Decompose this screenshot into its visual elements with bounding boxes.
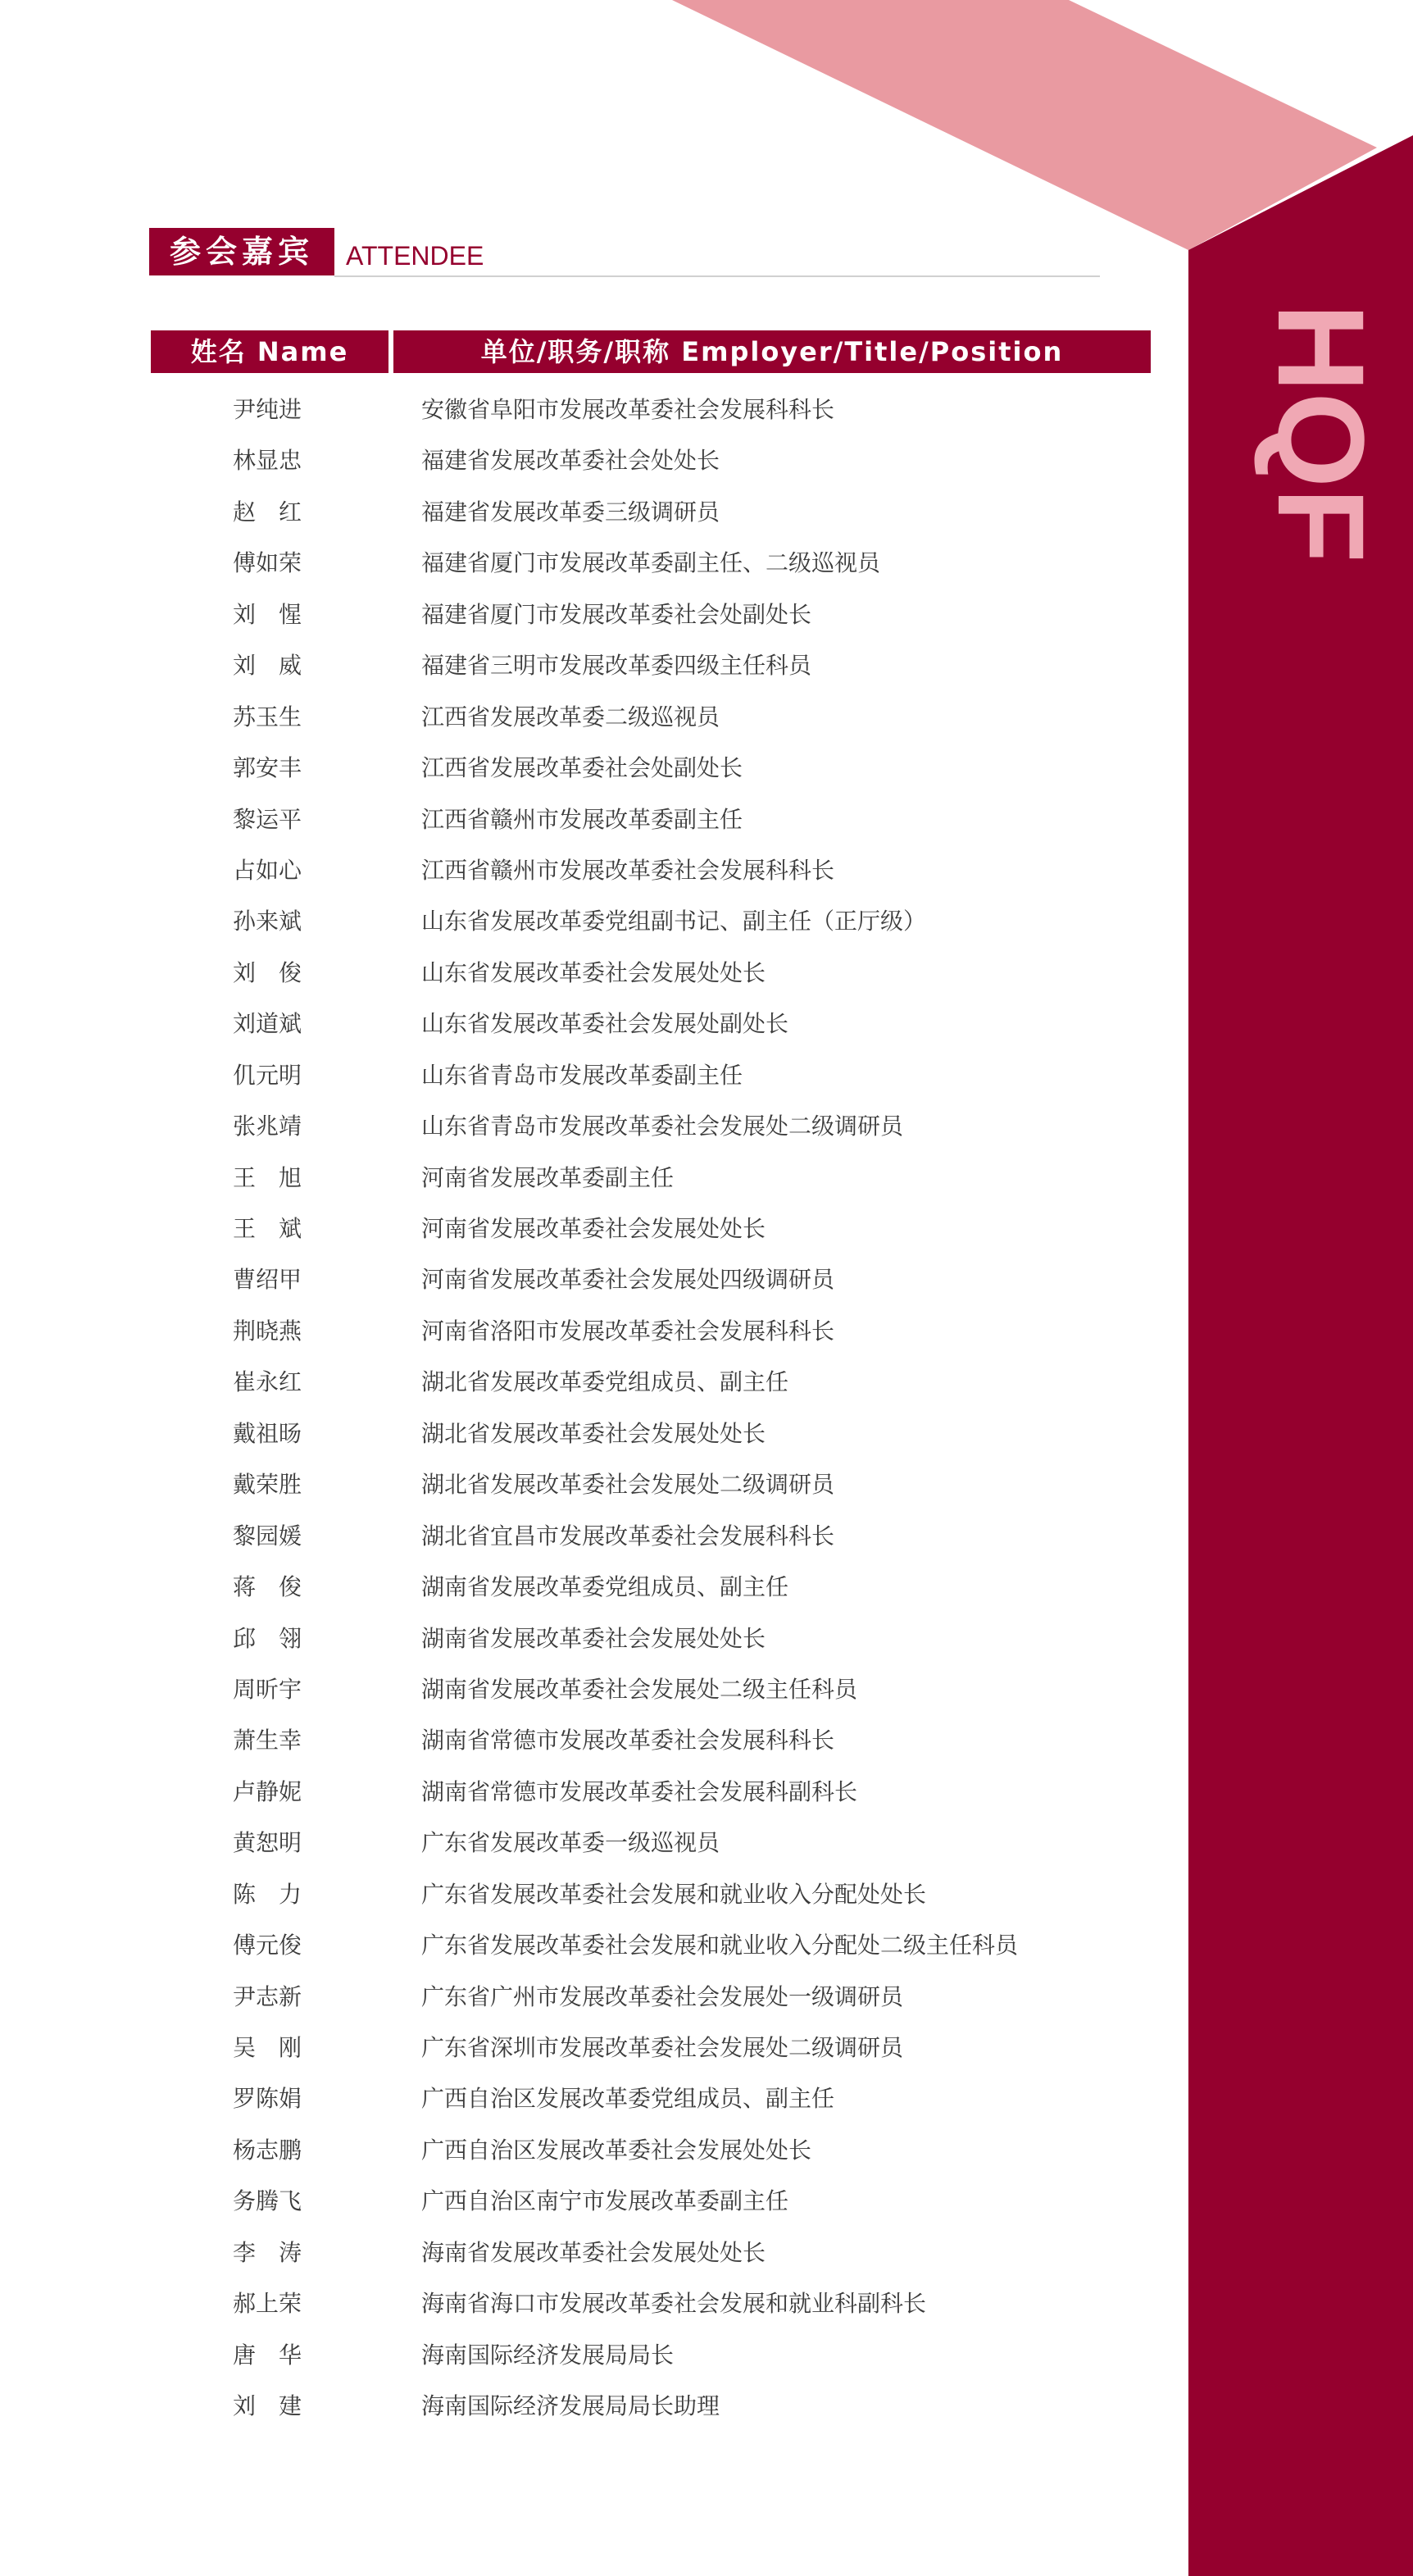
attendee-row [151,1818,1134,1868]
attendee-row [151,845,1134,896]
attendee-name: 蒋 俊 [233,1573,302,1601]
attendee-position: 安徽省阜阳市发展改革委社会发展科科长 [421,396,835,423]
attendee-name: 刘 威 [233,652,302,680]
attendee-name: 刘 惺 [233,600,302,628]
attendee-row [151,1254,1134,1305]
attendee-row [151,1767,1134,1818]
attendee-row [151,589,1134,640]
section-title-en: ATTENDEE [346,241,484,271]
attendee-row [151,385,1134,435]
attendee-position: 湖北省宜昌市发展改革委社会发展科科长 [421,1522,835,1550]
attendee-position: 海南省发展改革委社会发展处处长 [421,2238,766,2266]
attendee-position: 福建省发展改革委三级调研员 [421,498,720,526]
attendee-name: 王 斌 [233,1215,302,1242]
attendee-name: 黎园媛 [233,1522,302,1550]
attendee-name: 黄恕明 [233,1829,302,1857]
attendee-position: 湖南省常德市发展改革委社会发展科科长 [421,1727,835,1755]
attendee-position: 湖北省发展改革委社会发展处二级调研员 [421,1471,835,1499]
attendee-name: 仉元明 [233,1061,302,1089]
attendee-position: 江西省发展改革委二级巡视员 [421,703,720,730]
attendee-name: 占如心 [233,856,302,884]
attendee-position: 福建省三明市发展改革委四级主任科员 [421,652,812,680]
attendee-name: 曹绍甲 [233,1266,302,1294]
attendee-row [151,794,1134,845]
attendee-name: 崔永红 [233,1368,302,1396]
column-header-position: 单位/职务/职称 Employer/Title/Position [393,330,1151,373]
attendee-position: 广东省深圳市发展改革委社会发展处二级调研员 [421,2034,904,2061]
attendee-name: 傅如荣 [233,549,302,577]
attendee-name: 吴 刚 [233,2034,302,2061]
attendee-position: 河南省发展改革委社会发展处处长 [421,1215,766,1242]
attendee-row [151,1613,1134,1664]
attendee-row [151,896,1134,947]
attendee-name: 卢静妮 [233,1777,302,1805]
attendee-position: 河南省发展改革委副主任 [421,1163,675,1191]
attendee-position: 福建省发展改革委社会处处长 [421,447,720,475]
attendee-name: 黎运平 [233,805,302,833]
section-title-cn: 参会嘉宾 [149,228,334,275]
attendee-position: 湖南省发展改革委党组成员、副主任 [421,1573,789,1601]
attendee-position: 山东省发展改革委社会发展处副处长 [421,1010,789,1038]
attendee-row [151,2176,1134,2227]
attendee-name: 戴祖旸 [233,1419,302,1447]
attendee-position: 江西省赣州市发展改革委社会发展科科长 [421,856,835,884]
section-divider [334,275,1100,277]
attendee-name: 杨志鹏 [233,2136,302,2164]
attendee-row [151,1050,1134,1101]
attendee-name: 郭安丰 [233,754,302,782]
attendee-row [151,2381,1134,2432]
attendee-name: 王 旭 [233,1163,302,1191]
attendee-position: 江西省发展改革委社会处副处长 [421,754,743,782]
attendee-name: 萧生幸 [233,1727,302,1755]
svg-text:HQF: HQF [1252,303,1390,563]
attendee-name: 荆晓燕 [233,1317,302,1345]
attendee-position: 湖北省发展改革委社会发展处处长 [421,1419,766,1447]
attendee-row [151,1972,1134,2023]
attendee-position: 山东省发展改革委党组副书记、副主任（正厅级） [421,908,927,935]
attendee-row [151,1562,1134,1613]
attendee-name: 赵 红 [233,498,302,526]
attendee-row [151,948,1134,999]
attendee-position: 山东省发展改革委社会发展处处长 [421,958,766,986]
attendee-position: 广西自治区发展改革委党组成员、副主任 [421,2085,835,2113]
attendee-position: 广西自治区南宁市发展改革委副主任 [421,2187,789,2215]
attendee-position: 福建省厦门市发展改革委副主任、二级巡视员 [421,549,881,577]
attendee-row [151,1920,1134,1971]
attendee-name: 郝上荣 [233,2290,302,2318]
attendee-row [151,1869,1134,1920]
attendee-row [151,1409,1134,1459]
attendee-row [151,1153,1134,1204]
attendee-row [151,1664,1134,1715]
hqf-logo [1188,287,1413,566]
attendee-row [151,1357,1134,1408]
attendee-row [151,2125,1134,2176]
attendee-position: 广东省发展改革委社会发展和就业收入分配处处长 [421,1880,927,1908]
attendee-row [151,2330,1134,2381]
attendee-name: 务腾飞 [233,2187,302,2215]
attendee-name: 陈 力 [233,1880,302,1908]
attendee-row [151,1715,1134,1766]
attendee-position: 海南国际经济发展局局长 [421,2341,675,2369]
attendee-position: 湖南省发展改革委社会发展处二级主任科员 [421,1675,858,1703]
attendee-row [151,538,1134,589]
attendee-position: 广西自治区发展改革委社会发展处处长 [421,2136,812,2164]
attendee-row [151,1101,1134,1152]
attendee-position: 江西省赣州市发展改革委副主任 [421,805,743,833]
attendee-name: 苏玉生 [233,703,302,730]
attendee-name: 戴荣胜 [233,1471,302,1499]
attendee-row [151,2023,1134,2073]
attendee-list [151,385,1134,2433]
attendee-row [151,999,1134,1049]
attendee-row [151,487,1134,538]
attendee-name: 罗陈娟 [233,2085,302,2113]
attendee-row [151,1204,1134,1254]
attendee-position: 广东省发展改革委一级巡视员 [421,1829,720,1857]
attendee-position: 山东省青岛市发展改革委社会发展处二级调研员 [421,1113,904,1140]
section-header [149,228,1100,277]
attendee-position: 河南省发展改革委社会发展处四级调研员 [421,1266,835,1294]
attendee-position: 广东省发展改革委社会发展和就业收入分配处二级主任科员 [421,1932,1019,1959]
attendee-row [151,1306,1134,1357]
column-header-name: 姓名 Name [151,330,388,373]
attendee-name: 林显忠 [233,447,302,475]
attendee-name: 邱 翎 [233,1624,302,1652]
attendee-name: 刘 俊 [233,958,302,986]
attendee-row [151,1459,1134,1510]
attendee-name: 李 涛 [233,2238,302,2266]
attendee-position: 湖南省发展改革委社会发展处处长 [421,1624,766,1652]
attendee-name: 刘道斌 [233,1010,302,1038]
attendee-row [151,2228,1134,2278]
attendee-name: 周昕宇 [233,1675,302,1703]
attendee-name: 傅元俊 [233,1932,302,1959]
attendee-row [151,692,1134,743]
attendee-position: 广东省广州市发展改革委社会发展处一级调研员 [421,1982,904,2010]
attendee-position: 山东省青岛市发展改革委副主任 [421,1061,743,1089]
attendee-row [151,2073,1134,2124]
attendee-position: 湖南省常德市发展改革委社会发展科副科长 [421,1777,858,1805]
attendee-row [151,435,1134,486]
attendee-position: 湖北省发展改革委党组成员、副主任 [421,1368,789,1396]
attendee-row [151,2278,1134,2329]
attendee-name: 尹志新 [233,1982,302,2010]
attendee-position: 河南省洛阳市发展改革委社会发展科科长 [421,1317,835,1345]
attendee-row [151,640,1134,691]
attendee-row [151,743,1134,794]
attendee-name: 唐 华 [233,2341,302,2369]
attendee-position: 海南国际经济发展局局长助理 [421,2392,720,2420]
attendee-row [151,1511,1134,1562]
attendee-position: 海南省海口市发展改革委社会发展和就业科副科长 [421,2290,927,2318]
attendee-position: 福建省厦门市发展改革委社会处副处长 [421,600,812,628]
attendee-name: 张兆靖 [233,1113,302,1140]
attendee-name: 刘 建 [233,2392,302,2420]
attendee-name: 孙来斌 [233,908,302,935]
attendee-name: 尹纯进 [233,396,302,423]
